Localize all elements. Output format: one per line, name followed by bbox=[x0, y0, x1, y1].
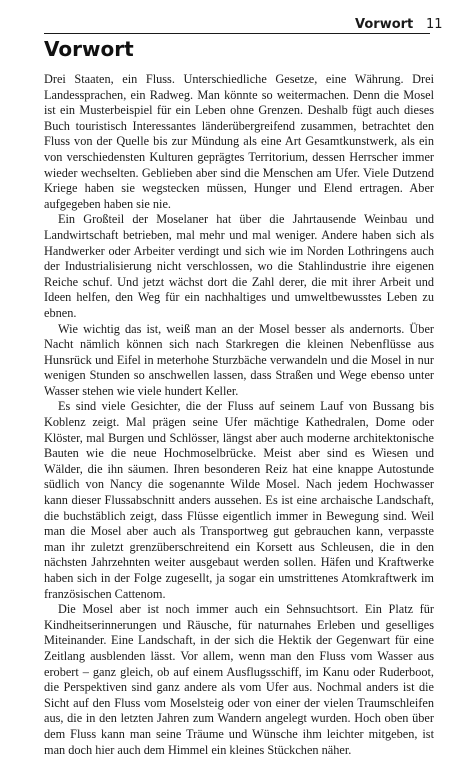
header-rule bbox=[44, 33, 430, 34]
paragraph: Die Mosel aber ist noch immer auch ein Sehnsuchtsort. Ein Platz für Kindheitserinnerungen und Räusche, für naturnahes Erleben und geselliges Miteinander. Eine Landschaft, in der sich die Hektik der Gegenwart für eine Zeitlang ausblenden lässt. Vor allem, wenn man den Fluss vom Wasser aus erobert – ganz gleich, ob auf einem Ausflugsschiff, im Kanu oder Ruderboot, die Perspektiven sind ganz andere als vom Ufer aus. Nochmal anders ist die Sicht auf den Fluss vom Moselsteig oder von einer der vielen Traumschleifen aus, die in den letzten Jahren zum Wandern angelegt wurden. Hoch oben über dem Fluss kann man seine Träume und Wünsche ihm leichter mitgeben, ist man doch hier auch dem Himmel ein kleines Stückchen näher. bbox=[44, 602, 434, 757]
body-text bbox=[44, 72, 434, 758]
paragraph: Wie wichtig das ist, weiß man an der Mosel besser als andernorts. Über Nacht nämlich können sich nach Starkregen die kleinen Nebenflüsse aus Hunsrück und Eifel in meterhohe Sturzbäche verwandeln und die Mosel in nur wenigen Stunden so anschwellen lassen, dass Straßen und Wege ebenso unter Wasser stehen wie viele hundert Keller. bbox=[44, 321, 434, 398]
page-number: 11 bbox=[426, 17, 443, 32]
paragraph: Ein Großteil der Moselaner hat über die Jahrtausende Weinbau und Landwirtschaft betrieben, mal mehr und mal weniger. Andere haben sich als Handwerker oder Arbeiter verdingt und sich wie im Norden Lothringens auch der Industrialisierung nicht verschlossen, wo die Stahlindustrie ihre eigenen Reiche schuf. Und jetzt wächst dort die Zahl derer, die mit ihrer Arbeit und Ideen helfen, den Weg für ein nachhaltiges und umweltbewusstes Leben zu ebnen. bbox=[44, 212, 434, 320]
paragraph: Drei Staaten, ein Fluss. Unterschiedliche Gesetze, eine Währung. Drei Landessprachen, ein Radweg. Man könnte so weitermachen. Denn die Mosel ist ein Musterbeispiel für ein Leben ohne Grenzen. Deshalb fügt auch dieses Buch touristisch Interessantes länderübergreifend zusammen, betrachtet den Fluss von der Quelle bis zur Mündung als eine Art Gesamtkunstwerk, als ein von verschiedensten Kulturen geprägtes Territorium, dessen Herrscher immer wieder wechselten. Geblieben aber sind die Menschen am Ufer. Viele Dutzend Kriege haben sie wegstecken müssen, Hunger und Elend ertragen. Aber aufgegeben haben sie nie. bbox=[44, 72, 434, 211]
running-head: Vorwort bbox=[355, 17, 414, 32]
chapter-title: Vorwort bbox=[44, 37, 134, 61]
paragraph: Es sind viele Gesichter, die der Fluss auf seinem Lauf von Bussang bis Koblenz zeigt. Mal prägen seine Ufer mächtige Kathedralen, Dome oder Klöster, mal Burgen und Schlösser, längst aber auch moderne architektonische Bauten wie die neue Hochmoselbrücke. Meist aber sind es Wiesen und Wälder, die ihn säumen. Ihren besonderen Reiz hat eine knappe Autostunde südlich von Nancy die sogenannte Wilde Mosel. Nach jedem Hochwasser kann dieser Flussabschnitt anders aussehen. Es ist eine archaische Landschaft, die buchstäblich zeigt, dass Flüsse eigentlich immer in Bewegung sind. Weil man die Mosel aber auch als Transportweg gut gebrauchen kann, verpasste man ihr zuletzt grenzüberschreitend ein Korsett aus Schleusen, die in den nächsten Jahrzehnten weiter ausgebaut werden sollen. Häfen und Kraftwerke haben sich in der Folge zugesellt, ja sogar ein umstrittenes Atomkraftwerk im französischen Cattenom. bbox=[44, 399, 434, 601]
